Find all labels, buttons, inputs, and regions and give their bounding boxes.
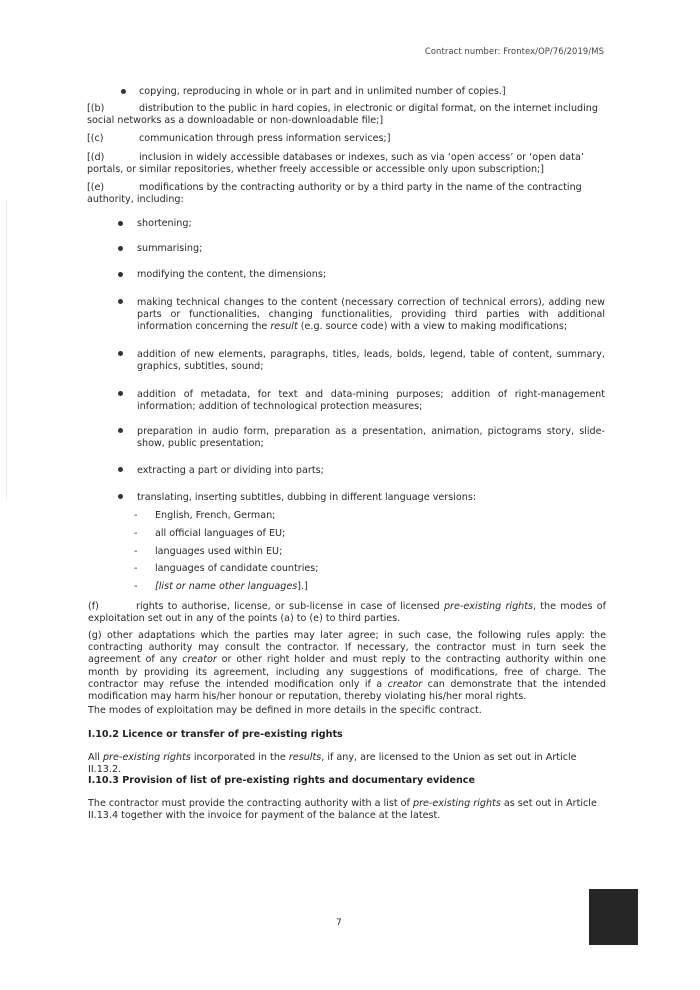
point-f-label: (f) xyxy=(88,601,99,612)
dash-marker: - xyxy=(134,528,138,539)
point-e-label: [(e) xyxy=(87,182,105,193)
dash-marker: - xyxy=(134,563,138,574)
point-b-text: distribution to the public in hard copies, in electronic or digital format, on the internet including social networks as a downloadable or non-downloadable file;] xyxy=(87,103,598,127)
dash-marker: - xyxy=(134,546,138,557)
point-d-text: inclusion in widely accessible databases or indexes, such as via ‘open access’ or ‘open data’ portals, or similar repositories, whether freely accessible or accessible only upon subscription;] xyxy=(87,152,584,176)
bullet-dot xyxy=(118,299,123,304)
section-heading-1-10-3: I.10.3 Provision of list of pre-existing rights and documentary evidence xyxy=(88,775,476,786)
contract-number-header: Contract number: Frontex/OP/76/2019/MS xyxy=(424,46,604,56)
point-b-label: [(b) xyxy=(87,103,105,114)
bullet-dot xyxy=(118,494,123,499)
point-g-text: (g) other adaptations which the parties may later agree; in such case, the following rules apply: the contracting authority may consult the contractor. If necessary, the contractor must in turn seek the agreement of any creator or other right holder and must reply to the contracting authority within one month by providing its agreement, including any suggestions of modifications, free of charge. The contractor may refuse the intended modification only if a creator can demonstrate that the intended modification may harm his/her honour or reputation, thereby violating his/her moral rights. xyxy=(88,630,606,703)
page-number: 7 xyxy=(336,918,342,928)
mod-item-modifying: modifying the content, the dimensions; xyxy=(137,269,327,280)
mod-item-metadata: addition of metadata, for text and data-mining purposes; addition of right-management information; addition of technological protection measures; xyxy=(137,389,605,413)
dash-marker: - xyxy=(134,581,138,592)
mod-item-technical-changes: making technical changes to the content (necessary correction of technical errors), adding new parts or functionalities, changing functionalities, providing third parties with additional information concerning the result (e.g. source code) with a view to making modifications; xyxy=(137,297,605,333)
language-item: all official languages of EU; xyxy=(155,528,286,539)
mod-item-extracting: extracting a part or dividing into parts; xyxy=(137,465,324,476)
language-item: languages used within EU; xyxy=(155,546,283,557)
bullet-dot xyxy=(118,467,123,472)
bullet-dot xyxy=(118,246,123,251)
mod-item-translating: translating, inserting subtitles, dubbing in different language versions: xyxy=(137,492,477,503)
point-d-label: [(d) xyxy=(87,152,105,163)
scan-corner-mark xyxy=(589,889,638,945)
bullet-dot xyxy=(118,428,123,433)
mod-item-summarising: summarising; xyxy=(137,243,203,254)
section-1-10-3-text: The contractor must provide the contracting authority with a list of pre-existing rights as set out in Article II.13.4 together with the invoice for payment of the balance at the latest. xyxy=(88,798,597,822)
language-item: English, French, German; xyxy=(155,510,276,521)
bullet-dot xyxy=(118,272,123,277)
section-1-10-2-text: All pre-existing rights incorporated in the results, if any, are licensed to the Union as set out in Article II.13.2. xyxy=(88,752,577,776)
point-c-label: [(c) xyxy=(87,133,104,144)
mod-item-new-elements: addition of new elements, paragraphs, titles, leads, bolds, legend, table of content, summary, graphics, subtitles, sound; xyxy=(137,349,605,373)
point-a-tail: copying, reproducing in whole or in part and in unlimited number of copies.] xyxy=(139,86,506,97)
dash-marker: - xyxy=(134,510,138,521)
margin-rule xyxy=(6,200,7,500)
mod-item-shortening: shortening; xyxy=(137,218,192,229)
mod-item-audio-form: preparation in audio form, preparation as a presentation, animation, pictograms story, slide-show, public presentation; xyxy=(137,426,605,450)
bullet-dot xyxy=(121,89,126,94)
language-item-other: [list or name other languages].] xyxy=(155,581,308,592)
modes-note: The modes of exploitation may be defined in more details in the specific contract. xyxy=(88,705,482,716)
section-heading-1-10-2: I.10.2 Licence or transfer of pre-existing rights xyxy=(88,729,343,740)
language-item: languages of candidate countries; xyxy=(155,563,319,574)
point-c-text: communication through press information services;] xyxy=(139,133,391,144)
point-f-text: rights to authorise, license, or sub-license in case of licensed pre-existing rights, the modes of exploitation set out in any of the points (a) to (e) to third parties. xyxy=(88,601,606,625)
point-e-text: modifications by the contracting authority or by a third party in the name of the contracting authority, including: xyxy=(87,182,582,206)
bullet-dot xyxy=(118,391,123,396)
bullet-dot xyxy=(118,221,123,226)
bullet-dot xyxy=(118,351,123,356)
